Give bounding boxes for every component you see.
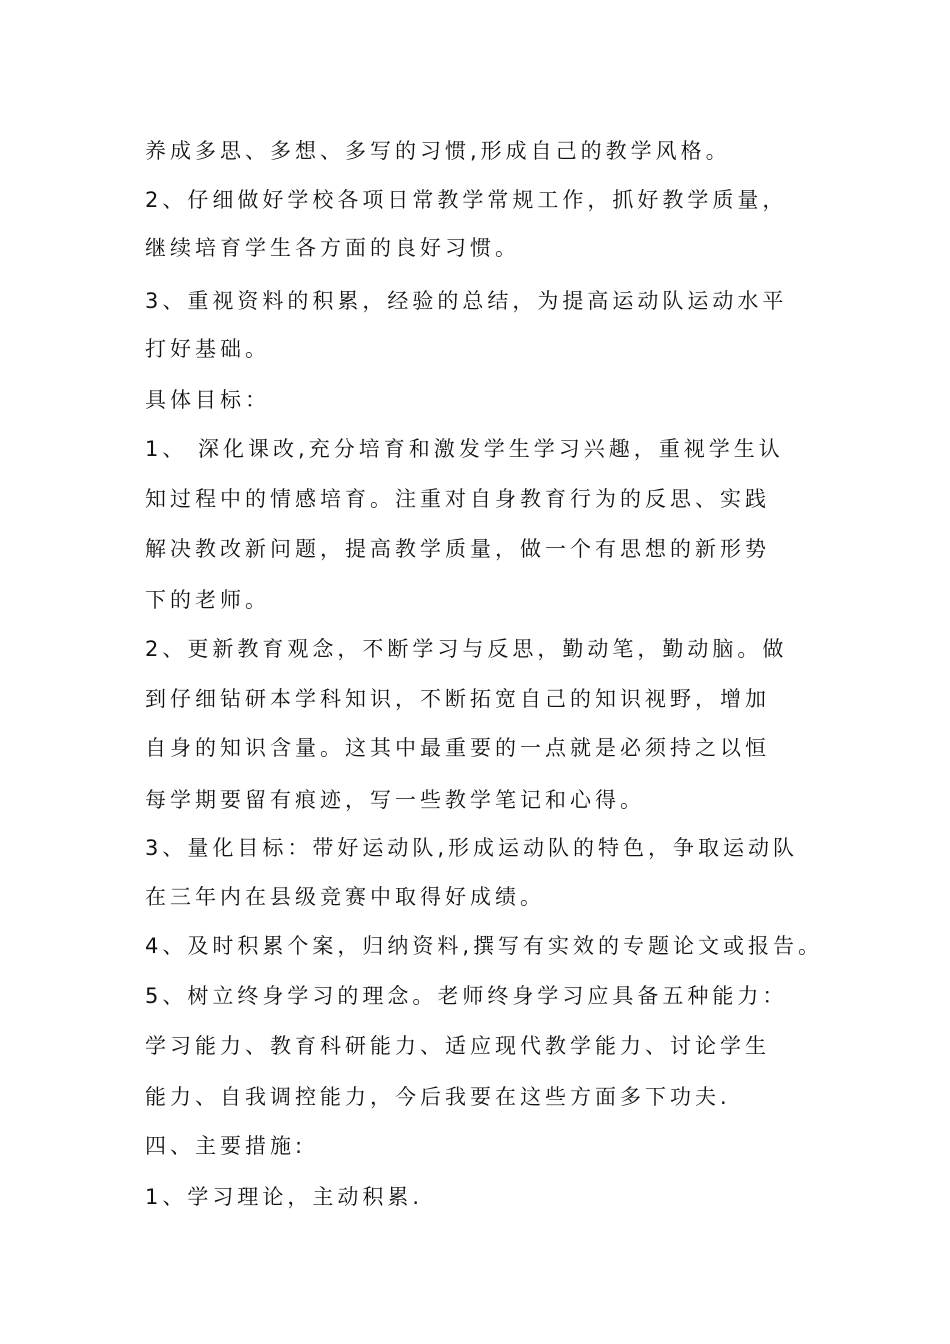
text-line: 2、更新教育观念，不断学习与反思，勤动笔，勤动脑。做 (145, 637, 788, 661)
text-line: 1、 深化课改,充分培育和激发学生学习兴趣，重视学生认 (145, 437, 784, 461)
text-line: 到仔细钻研本学科知识，不断拓宽自己的知识视野，增加 (145, 687, 770, 711)
text-line: 每学期要留有痕迹，写一些教学笔记和心得。 (145, 788, 645, 812)
section-heading: 具体目标： (145, 388, 270, 412)
text-line: 养成多思、多想、多写的习惯,形成自己的教学风格。 (145, 139, 731, 163)
text-line: 学习能力、教育科研能力、适应现代教学能力、讨论学生 (145, 1034, 770, 1058)
text-line: 5、树立终身学习的理念。老师终身学习应具备五种能力： (145, 984, 788, 1008)
text-line: 解决教改新问题，提高教学质量，做一个有思想的新形势 (145, 537, 770, 561)
text-line: 自身的知识含量。这其中最重要的一点就是必须持之以恒 (145, 736, 770, 760)
text-line: 知过程中的情感培育。注重对自身教育行为的反思、实践 (145, 487, 770, 511)
text-line: 2、仔细做好学校各项日常教学常规工作，抓好教学质量， (145, 188, 788, 212)
text-line: 下的老师。 (145, 588, 270, 612)
text-line: 1、学习理论，主动积累. (145, 1185, 424, 1209)
text-line: 3、重视资料的积累，经验的总结，为提高运动队运动水平 (145, 289, 788, 313)
text-line: 在三年内在县级竞赛中取得好成绩。 (145, 885, 545, 909)
text-line: 3、量化目标：带好运动队,形成运动队的特色，争取运动队 (145, 836, 799, 860)
text-line: 继续培育学生各方面的良好习惯。 (145, 236, 520, 260)
text-line: 打好基础。 (145, 337, 270, 361)
text-line: 4、及时积累个案，归纳资料,撰写有实效的专题论文或报告。 (145, 934, 824, 958)
section-heading: 四、主要措施: (145, 1134, 307, 1158)
text-line: 能力、自我调控能力，今后我要在这些方面多下功夫. (145, 1085, 731, 1109)
